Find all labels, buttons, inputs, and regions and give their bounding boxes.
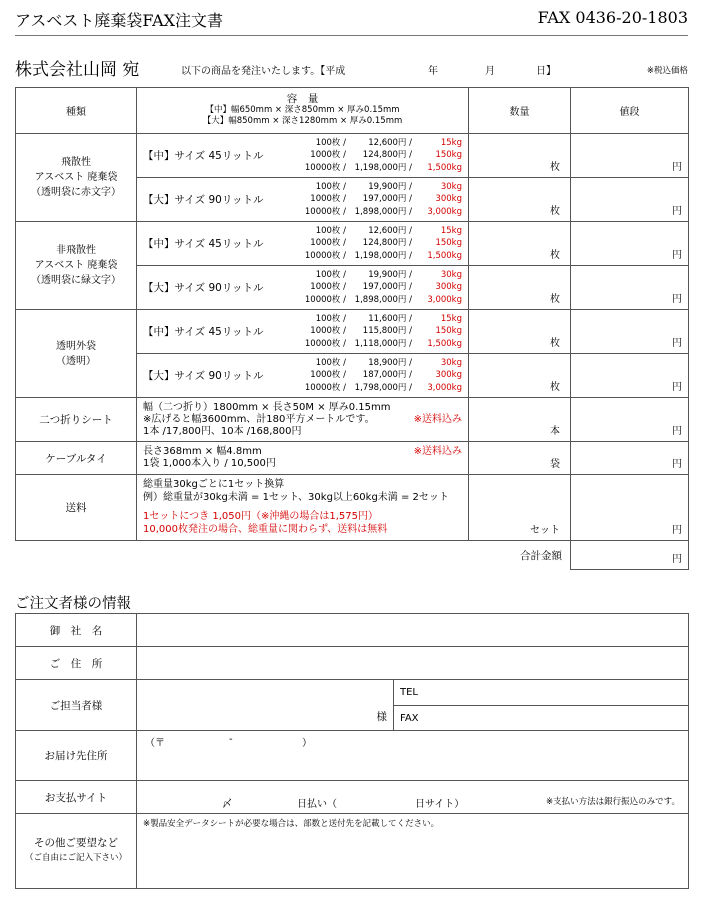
bag-group-line: アスベスト 廃棄袋 xyxy=(34,172,118,183)
bag-price-tier xyxy=(300,137,462,150)
tier-weight: 30kg xyxy=(440,181,462,192)
tier-weight: 150kg xyxy=(435,238,462,249)
tier-price: 11,600円 / xyxy=(368,313,412,324)
sheet-note xyxy=(143,414,462,426)
requests-note: ※製品安全データシートが必要な場合は、部数と送付先を記載してください。 xyxy=(143,819,440,829)
tier-weight: 30kg xyxy=(440,269,462,280)
payment-field[interactable] xyxy=(137,781,689,814)
tie-price: 1袋 1,000本入り / 10,500円 xyxy=(143,458,276,469)
payment-cutoff: 〆 xyxy=(222,799,232,810)
bag-qty-cell[interactable]: 枚 xyxy=(469,266,571,310)
page-header xyxy=(15,8,688,32)
tier-quantity: 100枚 / xyxy=(315,137,346,148)
tel-field[interactable] xyxy=(394,680,689,706)
address-label: ご 住 所 xyxy=(16,647,137,680)
requests-label-cell xyxy=(16,814,137,889)
requests-row xyxy=(16,814,689,889)
company-row xyxy=(16,614,689,647)
order-table xyxy=(15,87,689,570)
company-field[interactable] xyxy=(137,614,689,647)
shipping-qty-cell[interactable]: セット xyxy=(469,475,571,541)
delivery-label: お届け先住所 xyxy=(16,731,137,781)
bag-price-tier xyxy=(300,206,462,219)
address-line xyxy=(15,55,688,79)
tier-price: 1,898,000円 / xyxy=(354,294,412,305)
bag-price-tiers xyxy=(300,137,468,175)
bag-size-label: 【大】サイズ 90リットル xyxy=(143,282,264,294)
shipping-free-note: 10,000枚発注の場合、総重量に関わらず、送料は無料 xyxy=(143,523,388,535)
fax-label: FAX xyxy=(400,712,419,724)
bag-size-cell xyxy=(137,266,469,310)
bag-price-tier xyxy=(300,225,462,238)
tax-note: ※税込価格 xyxy=(646,66,688,76)
tie-price-cell[interactable]: 円 xyxy=(571,442,689,475)
tier-quantity: 10000枚 / xyxy=(304,338,346,349)
tier-weight: 1,500kg xyxy=(427,338,462,349)
capacity-mid-spec: 【中】幅650mm × 深さ850mm × 厚み0.15mm xyxy=(205,105,400,115)
bag-price-tier xyxy=(300,313,462,326)
fax-number: FAX 0436-20-1803 xyxy=(537,8,688,27)
bag-qty-cell[interactable]: 枚 xyxy=(469,134,571,178)
payment-note: ※支払い方法は銀行振込のみです。 xyxy=(546,797,680,807)
bag-size-label: 【大】サイズ 90リットル xyxy=(143,370,264,382)
bag-price-cell[interactable]: 円 xyxy=(571,266,689,310)
bag-price-cell[interactable]: 円 xyxy=(571,354,689,398)
tier-quantity: 10000枚 / xyxy=(304,162,346,173)
order-intro: 以下の商品を発注いたします。【平成 xyxy=(181,66,346,77)
tier-quantity: 1000枚 / xyxy=(310,194,346,205)
bag-group-line: アスベスト 廃棄袋 xyxy=(34,260,118,271)
col-price: 値段 xyxy=(571,88,689,134)
sheet-price-cell[interactable]: 円 xyxy=(571,398,689,442)
bag-qty-cell[interactable]: 枚 xyxy=(469,310,571,354)
bag-size-cell xyxy=(137,354,469,398)
tier-price: 19,900円 / xyxy=(368,269,412,280)
capacity-heading: 容 量 xyxy=(286,93,319,105)
requests-field[interactable] xyxy=(137,814,689,889)
tier-price: 18,900円 / xyxy=(368,357,412,368)
bag-qty-cell[interactable]: 枚 xyxy=(469,354,571,398)
bag-price-cell[interactable]: 円 xyxy=(571,178,689,222)
bag-price-tier xyxy=(300,294,462,307)
sheet-spec: 幅（二つ折り）1800mm × 長さ50M × 厚み0.15mm xyxy=(143,401,391,413)
bag-price-tiers xyxy=(300,181,468,219)
bag-price-tier xyxy=(300,338,462,351)
bag-size-row xyxy=(16,134,689,178)
bag-size-label: 【中】サイズ 45リットル xyxy=(143,150,264,162)
tier-quantity: 1000枚 / xyxy=(310,370,346,381)
tier-quantity: 1000枚 / xyxy=(310,326,346,337)
bag-price-tier xyxy=(300,382,462,395)
shipping-price-cell[interactable]: 円 xyxy=(571,475,689,541)
bag-size-label: 【大】サイズ 90リットル xyxy=(143,194,264,206)
tie-shipping-included: ※送料込み xyxy=(413,446,462,457)
total-row xyxy=(16,541,689,570)
bag-size-cell xyxy=(137,310,469,354)
tier-price: 1,898,000円 / xyxy=(354,206,412,217)
col-quantity: 数量 xyxy=(469,88,571,134)
tier-price: 1,198,000円 / xyxy=(354,250,412,261)
tier-weight: 1,500kg xyxy=(427,162,462,173)
tier-quantity: 100枚 / xyxy=(315,181,346,192)
tier-weight: 30kg xyxy=(440,357,462,368)
delivery-row xyxy=(16,731,689,781)
postal-open: （〒 xyxy=(145,738,165,749)
total-amount-cell[interactable]: 円 xyxy=(571,541,689,570)
tier-quantity: 100枚 / xyxy=(315,313,346,324)
bag-price-tier xyxy=(300,162,462,175)
bag-price-cell[interactable]: 円 xyxy=(571,310,689,354)
tier-quantity: 100枚 / xyxy=(315,357,346,368)
sheet-shipping-included: ※送料込み xyxy=(413,413,462,425)
bag-qty-cell[interactable]: 枚 xyxy=(469,178,571,222)
sama-label: 様 xyxy=(376,711,387,723)
shipping-example: 例）総重量が30kg未満 = 1セット、30kg以上60kg未満 = 2セット xyxy=(143,491,449,503)
tier-quantity: 1000枚 / xyxy=(310,150,346,161)
bag-price-tiers xyxy=(300,225,468,263)
bag-group-line: 非飛散性 xyxy=(56,245,96,256)
tier-weight: 150kg xyxy=(435,150,462,161)
payment-site: 日サイト） xyxy=(415,799,465,810)
bag-group-line: 飛散性 xyxy=(61,157,91,168)
bag-price-tier xyxy=(300,149,462,162)
bag-size-row xyxy=(16,310,689,354)
tier-price: 115,800円 / xyxy=(362,326,412,337)
tel-label: TEL xyxy=(400,687,418,698)
bag-price-tier xyxy=(300,369,462,382)
order-header-row xyxy=(16,88,689,134)
total-spacer-2 xyxy=(137,541,469,570)
bag-size-cell xyxy=(137,178,469,222)
tier-weight: 300kg xyxy=(435,194,462,205)
page-title: アスベスト廃棄袋FAX注文書 xyxy=(15,11,224,30)
address-row xyxy=(16,647,689,680)
tier-weight: 300kg xyxy=(435,282,462,293)
person-row xyxy=(16,680,689,706)
bag-price-tier xyxy=(300,325,462,338)
bag-price-tier xyxy=(300,237,462,250)
tier-weight: 15kg xyxy=(440,137,462,148)
bag-group-line: （透明） xyxy=(56,355,96,367)
tier-quantity: 10000枚 / xyxy=(304,382,346,393)
order-year-label: 年 xyxy=(428,66,438,77)
bag-price-tiers xyxy=(300,357,468,395)
tier-quantity: 10000枚 / xyxy=(304,206,346,217)
col-capacity xyxy=(137,88,469,134)
bag-group-line: 透明外袋 xyxy=(56,340,96,352)
capacity-large-spec: 【大】幅850mm × 深さ1280mm × 厚み0.15mm xyxy=(202,116,403,126)
address-field[interactable] xyxy=(137,647,689,680)
total-spacer xyxy=(16,541,137,570)
order-month-label: 月 xyxy=(485,66,495,77)
bag-price-tier xyxy=(300,181,462,194)
header-divider xyxy=(15,35,688,36)
tie-qty-cell[interactable]: 袋 xyxy=(469,442,571,475)
shipping-rule: 総重量30kgごとに1セット換算 xyxy=(143,479,285,490)
total-label: 合計金額 xyxy=(469,541,571,570)
payment-day: 日払い（ xyxy=(297,799,337,810)
orderer-info-table xyxy=(15,613,689,889)
tier-price: 1,198,000円 / xyxy=(354,162,412,173)
bag-price-tier xyxy=(300,193,462,206)
bag-size-row xyxy=(16,222,689,266)
tie-name: ケーブルタイ xyxy=(16,442,137,475)
bag-group-name xyxy=(16,222,137,310)
sheet-name: 二つ折りシート xyxy=(16,398,137,442)
tier-price: 19,900円 / xyxy=(368,181,412,192)
sheet-price: 1本 /17,800円、10本 /168,800円 xyxy=(143,425,302,437)
tier-price: 124,800円 / xyxy=(362,238,412,249)
addressee-company: 株式会社山岡 宛 xyxy=(15,60,140,80)
shipping-desc xyxy=(137,475,469,541)
tie-row xyxy=(16,442,689,475)
sheet-note-text: ※広げると幅3600mm、計180平方メートルです。 xyxy=(143,413,375,425)
tie-spec-text: 長さ368mm × 幅4.8mm xyxy=(143,446,262,457)
bag-size-label: 【中】サイズ 45リットル xyxy=(143,326,264,338)
tier-price: 1,798,000円 / xyxy=(354,382,412,393)
postal-close: ） xyxy=(302,738,312,749)
info-title: ご注文者様の情報 xyxy=(15,596,131,612)
tier-price: 12,600円 / xyxy=(368,225,412,236)
bag-group-name xyxy=(16,310,137,398)
tier-weight: 300kg xyxy=(435,370,462,381)
sheet-qty-cell[interactable]: 本 xyxy=(469,398,571,442)
bag-size-label: 【中】サイズ 45リットル xyxy=(143,238,264,250)
sheet-desc xyxy=(137,398,469,442)
tie-spec xyxy=(143,446,462,458)
tier-weight: 1,500kg xyxy=(427,250,462,261)
tier-quantity: 10000枚 / xyxy=(304,250,346,261)
postal-dash: - xyxy=(229,734,233,745)
bag-price-tiers xyxy=(300,269,468,307)
shipping-row xyxy=(16,475,689,541)
bag-size-cell xyxy=(137,222,469,266)
bag-size-cell xyxy=(137,134,469,178)
tier-quantity: 100枚 / xyxy=(315,225,346,236)
requests-label: その他ご要望など xyxy=(34,837,118,849)
fax-field[interactable] xyxy=(394,706,689,731)
bag-price-tiers xyxy=(300,313,468,351)
tier-price: 12,600円 / xyxy=(368,137,412,148)
tier-weight: 3,000kg xyxy=(427,206,462,217)
tie-desc xyxy=(137,442,469,475)
person-label: ご担当者様 xyxy=(16,680,137,731)
tier-weight: 3,000kg xyxy=(427,382,462,393)
shipping-name: 送料 xyxy=(16,475,137,541)
bag-group-line: （透明袋に赤文字） xyxy=(31,187,121,198)
bag-group-name xyxy=(16,134,137,222)
bag-price-tier xyxy=(300,269,462,282)
bag-price-tier xyxy=(300,281,462,294)
tier-weight: 15kg xyxy=(440,313,462,324)
delivery-field[interactable] xyxy=(137,731,689,781)
requests-sublabel: （ご自由にご記入下さい） xyxy=(24,853,127,863)
col-type: 種類 xyxy=(16,88,137,134)
tier-price: 197,000円 / xyxy=(362,194,412,205)
shipping-fee: 1セットにつき 1,050円（※沖縄の場合は1,575円） xyxy=(143,511,378,522)
tier-price: 124,800円 / xyxy=(362,150,412,161)
payment-row xyxy=(16,781,689,814)
order-day-label: 日】 xyxy=(536,66,556,77)
tier-weight: 15kg xyxy=(440,225,462,236)
company-label: 御 社 名 xyxy=(16,614,137,647)
tier-quantity: 10000枚 / xyxy=(304,294,346,305)
tier-quantity: 1000枚 / xyxy=(310,238,346,249)
bag-price-cell[interactable]: 円 xyxy=(571,134,689,178)
tier-quantity: 100枚 / xyxy=(315,269,346,280)
bag-price-tier xyxy=(300,357,462,370)
bag-price-cell[interactable]: 円 xyxy=(571,222,689,266)
bag-group-line: （透明袋に緑文字） xyxy=(31,275,121,286)
bag-price-tier xyxy=(300,250,462,263)
bag-qty-cell[interactable]: 枚 xyxy=(469,222,571,266)
sheet-row xyxy=(16,398,689,442)
tier-weight: 3,000kg xyxy=(427,294,462,305)
tier-weight: 150kg xyxy=(435,326,462,337)
tier-price: 1,118,000円 / xyxy=(354,338,412,349)
tier-quantity: 1000枚 / xyxy=(310,282,346,293)
tier-price: 197,000円 / xyxy=(362,282,412,293)
payment-label: お支払サイト xyxy=(16,781,137,814)
person-field[interactable] xyxy=(137,680,394,731)
tier-price: 187,000円 / xyxy=(362,370,412,381)
